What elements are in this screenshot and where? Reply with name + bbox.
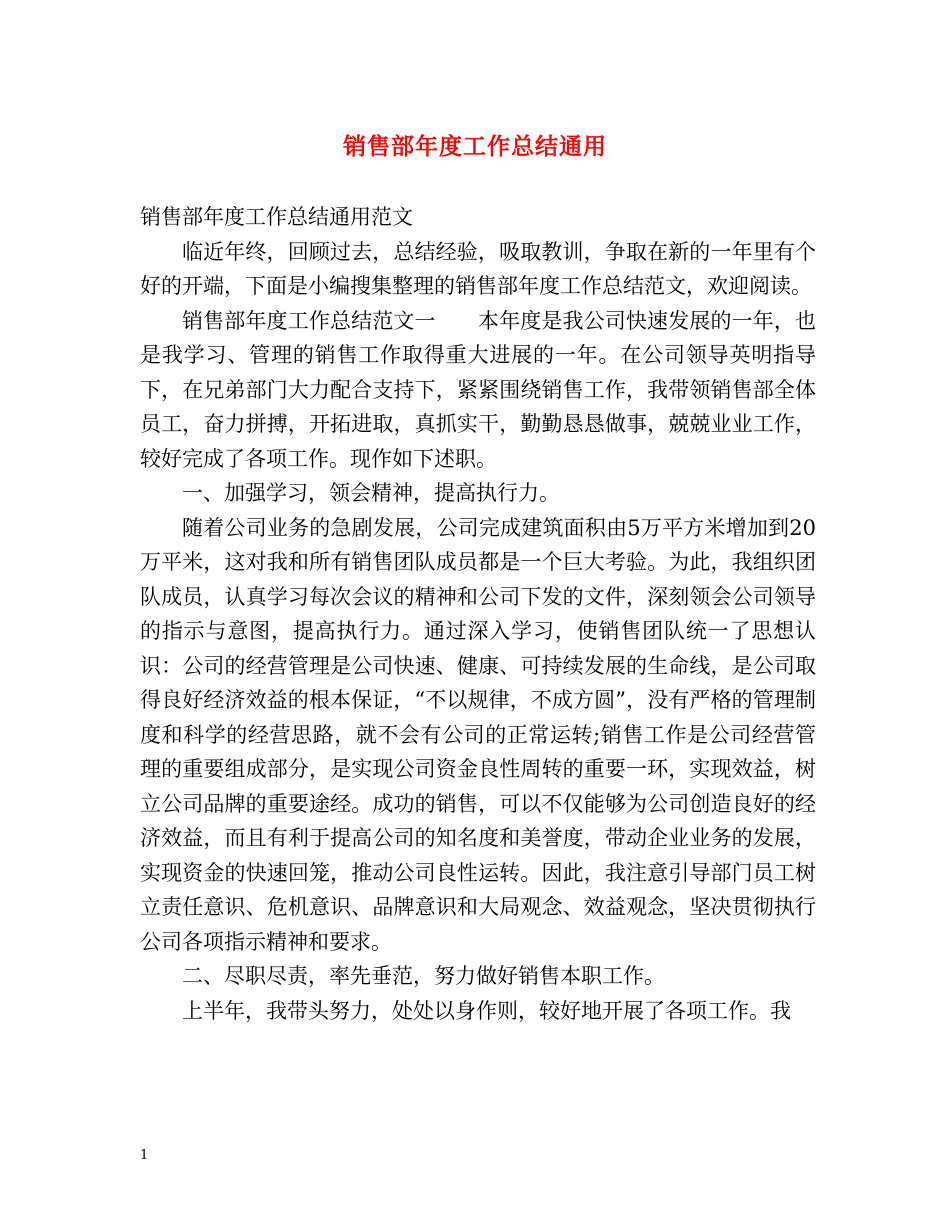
- paragraph-section-two: 上半年，我带头努力，处处以身作则，较好地开展了各项工作。我: [182, 998, 791, 1023]
- page-number: 1: [140, 1148, 149, 1163]
- section-heading-two: 二、尽职尽责，率先垂范，努力做好销售本职工作。: [182, 964, 665, 988]
- paragraph-sample-one: 销售部年度工作总结范文一 本年度是我公司快速发展的一年，也是我学习、管理的销售工作取得重大进展的一年。在公司领导英明指导下，在兄弟部门大力配合支持下，紧紧围绕销售工作，我带领销售部全体员工，奋力拼搏，开拓进取，真抓实干，勤勤恳恳做事，兢兢业业工作，较好完成了各项工作。现作如下述职。: [140, 308, 816, 471]
- document-subtitle: 销售部年度工作总结通用范文: [140, 205, 413, 229]
- document-body: [140, 200, 816, 1028]
- paragraph-section-one: 随着公司业务的急剧发展，公司完成建筑面积由5万平方米增加到20万平米，这对我和所有销售团队成员都是一个巨大考验。为此，我组织团队成员，认真学习每次会议的精神和公司下发的文件，深刻领会公司领导的指示与意图，提高执行力。通过深入学习，使销售团队统一了思想认识：公司的经营管理是公司快速、健康、可持续发展的生命线，是公司取得良好经济效益的根本保证，“不以规律，不成方圆”，没有严格的管理制度和科学的经营思路，就不会有公司的正常运转;销售工作是公司经营管理的重要组成部分，是实现公司资金良性周转的重要一环，实现效益，树立公司品牌的重要途经。成功的销售，可以不仅能够为公司创造良好的经济效益，而且有利于提高公司的知名度和美誉度，带动企业业务的发展，实现资金的快速回笼，推动公司良性运转。因此，我注意引导部门员工树立责任意识、危机意识、品牌意识和大局观念、效益观念，坚决贯彻执行公司各项指示精神和要求。: [140, 515, 816, 954]
- section-heading-one: 一、加强学习，领会精神，提高执行力。: [182, 481, 560, 505]
- paragraph-intro: 临近年终，回顾过去，总结经验，吸取教训，争取在新的一年里有个好的开端，下面是小编搜集整理的销售部年度工作总结范文，欢迎阅读。: [140, 239, 816, 298]
- document-title: 销售部年度工作总结通用: [343, 134, 607, 160]
